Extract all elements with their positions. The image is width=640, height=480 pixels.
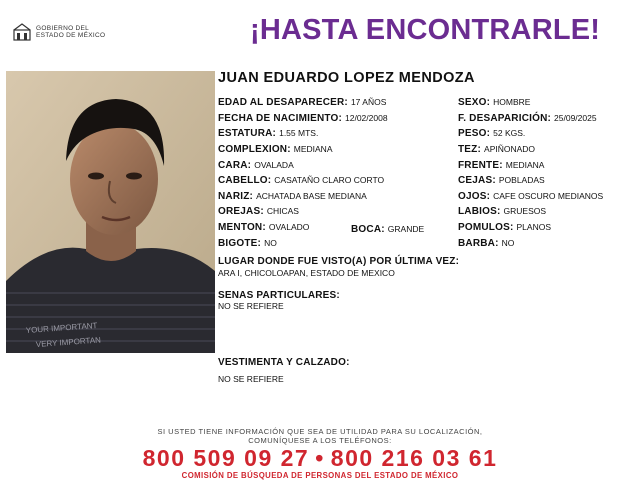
distinguishing-marks-value: NO SE REFIERE [218,301,284,311]
field-frente [458,159,544,172]
label: MENTON: [218,222,266,233]
label: POMULOS: [458,222,514,233]
label: SEXO: [458,97,491,108]
headline: ¡HASTA ENCONTRARLE! [250,14,601,46]
phone-numbers [0,445,640,472]
label: BIGOTE: [218,238,262,249]
value: 1.55 MTS. [279,128,319,138]
label: ESTATURA: [218,128,277,139]
value: OVALADA [254,160,294,170]
label: TEZ: [458,144,482,155]
field-nariz [218,190,367,203]
value: GRANDE [387,224,425,234]
info-line-2: COMUNÍQUESE A LOS TELÉFONOS: [248,436,392,445]
label: EDAD AL DESAPARECER: [218,97,348,108]
value: 52 KGS. [493,128,526,138]
field-edad [218,96,386,109]
info-line-1: SI USTED TIENE INFORMACIÓN QUE SEA DE UTILIDAD PARA SU LOCALIZACIÓN, [157,427,483,436]
person-name: JUAN EDUARDO LOPEZ MENDOZA [218,70,475,86]
phone-2: 800 216 03 61 [330,445,498,471]
value: CASATAÑO CLARO CORTO [274,175,385,185]
value: ACHATADA BASE MEDIANA [256,191,367,201]
label: OREJAS: [218,206,264,217]
field-boca [351,223,424,236]
last-seen-value: ARA I, CHICOLOAPAN, ESTADO DE MEXICO [218,268,395,278]
label: CEJAS: [458,175,496,186]
field-sexo [458,96,530,109]
value: 17 AÑOS [350,97,387,107]
field-cara [218,159,294,172]
value: OVALADO [268,222,310,232]
commission-name: COMISIÓN DE BÚSQUEDA DE PERSONAS DEL ESTADO DE MÉXICO [181,471,459,480]
value: 12/02/2008 [345,113,388,123]
shirt-print-2: VERY IMPORTAN [35,335,102,349]
value: APIÑONADO [484,144,536,154]
field-barba [458,237,514,250]
field-pomulos [458,221,551,234]
field-bigote [218,237,277,250]
distinguishing-marks-label: SENAS PARTICULARES: [218,290,340,301]
value: GRUESOS [503,206,547,216]
field-labios [458,205,546,218]
last-seen-label: LUGAR DONDE FUE VISTO(A) POR ÚLTIMA VEZ: [218,256,460,267]
label: BARBA: [458,238,499,249]
label: NARIZ: [218,191,254,202]
label: F. DESAPARICIÓN: [458,113,552,124]
field-ojos [458,190,603,203]
field-estatura [218,127,318,140]
clothing-label: VESTIMENTA Y CALZADO: [218,357,350,368]
value: MEDIANA [293,144,333,154]
logo-line-2: ESTADO DE MÉXICO [36,32,106,39]
field-peso [458,127,525,140]
field-fecha-nacimiento [218,112,388,125]
field-complexion [218,143,333,156]
label: CARA: [218,160,252,171]
phone-separator: • [315,445,325,471]
label: COMPLEXION: [218,144,291,155]
value: PLANOS [516,222,551,232]
field-cejas [458,174,545,187]
phone-1: 800 509 09 27 [142,445,310,471]
government-logo [12,22,105,42]
state-emblem-icon [12,22,32,42]
value: HOMBRE [493,97,531,107]
field-cabello [218,174,384,187]
value: CHICAS [266,206,299,216]
label: PESO: [458,128,491,139]
value: 25/09/2025 [554,113,597,123]
missing-person-photo [6,71,215,353]
logo-line-1: GOBIERNO DEL [36,25,90,32]
field-menton [218,221,309,234]
value: NO [501,238,515,248]
value: CAFE OSCURO MEDIANOS [493,191,604,201]
label: OJOS: [458,191,491,202]
shirt-print-1: YOUR IMPORTANT [25,321,98,335]
label: CABELLO: [218,175,272,186]
label: FECHA DE NACIMIENTO: [218,113,342,124]
field-fecha-desaparicion [458,112,597,125]
value: MEDIANA [505,160,545,170]
value: POBLADAS [498,175,545,185]
label: LABIOS: [458,206,501,217]
value: NO [264,238,277,248]
field-orejas [218,205,299,218]
label: BOCA: [351,224,385,235]
field-tez [458,143,535,156]
label: FRENTE: [458,160,503,171]
clothing-value: NO SE REFIERE [218,374,284,384]
